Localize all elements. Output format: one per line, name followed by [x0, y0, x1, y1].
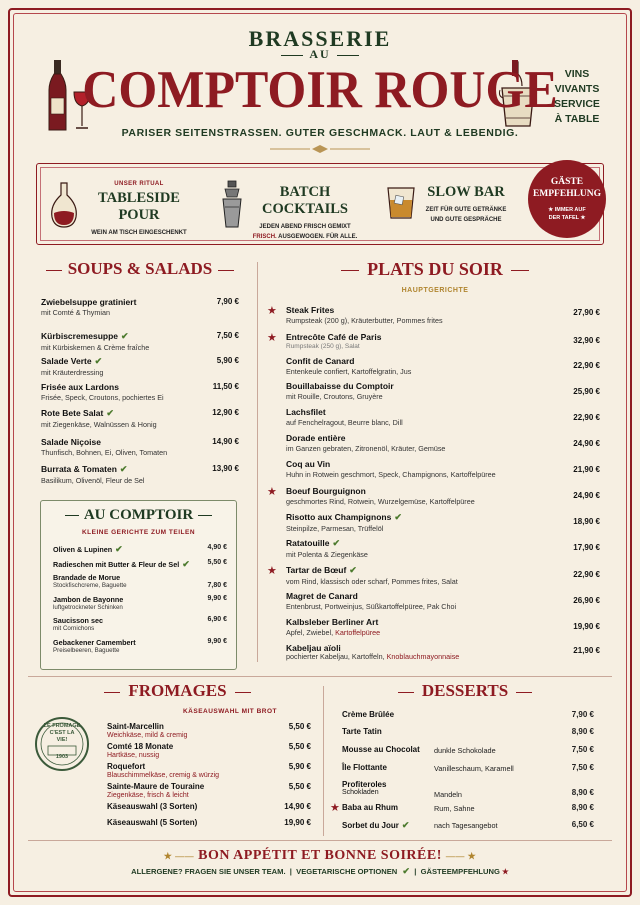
item-name: Bouillabaisse du Comptoir [286, 381, 394, 391]
main-item [286, 407, 600, 427]
comptoir-item [53, 595, 227, 611]
item-name: Steak Frites [286, 305, 335, 315]
soup-item [41, 464, 239, 485]
vegetarian-leaf-icon: ✔ [115, 544, 123, 554]
comptoir-heading [40, 507, 237, 524]
item-desc: mit Ziegenkäse, Walnüssen & Honig [41, 420, 157, 429]
feature-cocktails-sub1: JEDEN ABEND FRISCH GEMIXT [259, 224, 351, 230]
footer-greeting [0, 848, 640, 864]
vegetarian-leaf-icon: ✔ [182, 559, 190, 569]
badge-line: ★ IMMER AUF [548, 207, 586, 213]
item-desc: Rumpsteak (250 g), Salat [286, 343, 360, 350]
item-price: 9,90 € [207, 638, 227, 645]
item-desc-row [286, 652, 600, 661]
vegetarian-leaf-icon: ✔ [394, 512, 402, 522]
item-name: Confit de Canard [286, 356, 355, 366]
comptoir-item [53, 559, 227, 570]
item-price: 22,90 € [573, 570, 600, 579]
heading-rule [398, 692, 414, 693]
item-name: Saint-Marcellin [107, 722, 164, 731]
footer-greeting-text: BON APPÉTIT ET BONNE SOIRÉE! [198, 848, 442, 863]
vegetarian-leaf-icon: ✔ [349, 565, 357, 575]
side-note [549, 67, 605, 127]
whisky-glass-icon [386, 186, 416, 220]
stamp-line: C'EST LA [49, 730, 75, 736]
main-item [286, 512, 600, 533]
item-price: 13,90 € [212, 464, 239, 473]
item-name: Île Flottante [342, 763, 387, 772]
soup-item [41, 382, 239, 402]
feature-slowbar-title: SLOW BAR [427, 184, 505, 200]
item-name: Profiteroles [342, 780, 387, 789]
item-price: 7,50 € [571, 745, 594, 754]
item-price: 5,50 € [207, 559, 227, 566]
item-name-row [286, 565, 600, 576]
item-name-row [286, 538, 600, 549]
item-desc: Mandeln [434, 790, 462, 799]
item-price: 12,90 € [212, 408, 239, 417]
item-name: Baba au Rhum [342, 803, 399, 812]
dessert-item [342, 780, 594, 799]
recommendation-star-icon: ★ [502, 867, 509, 876]
column-divider [323, 686, 324, 836]
item-name: Boeuf Bourguignon [286, 486, 366, 496]
vegetarian-leaf-icon: ✔ [402, 866, 410, 876]
restaurant-title: COMPTOIR ROUGE [82, 59, 558, 119]
vegetarian-leaf-icon: ✔ [401, 820, 410, 830]
item-name: Rote Bete Salat [41, 408, 104, 418]
plats-subtitle: HAUPTGERICHTE [401, 287, 469, 294]
item-desc: Weichkäse, mild & cremig [107, 732, 188, 739]
item-price: 7,50 € [571, 763, 594, 772]
item-desc: Frisée, Speck, Croutons, pochiertes Ei [41, 393, 164, 402]
item-desc: mit Comté & Thymian [41, 308, 110, 317]
main-item [286, 486, 600, 506]
comptoir-item [53, 573, 227, 589]
vegetarian-leaf-icon: ✔ [106, 408, 114, 418]
item-name-row [41, 464, 239, 475]
item-name: Magret de Canard [286, 591, 358, 601]
soup-item [41, 356, 239, 377]
item-name: Coq au Vin [286, 459, 331, 469]
ornament-divider-icon [270, 145, 370, 153]
comptoir-item [53, 616, 227, 632]
cheese-item [107, 722, 311, 739]
item-price: 8,90 € [571, 803, 594, 812]
footer-star-icon: —— ★ [445, 851, 477, 861]
feature-slowbar-sub2: UND GUTE GESPRÄCHE [430, 217, 502, 223]
item-name-cont: Schokladen [342, 789, 379, 796]
item-name: Jambon de Bayonne [53, 595, 124, 604]
main-item [286, 459, 600, 479]
item-name: Käseauswahl (5 Sorten) [107, 818, 198, 827]
item-name: Kabeljau aïoli [286, 643, 341, 653]
heading-rule [516, 692, 532, 693]
item-name: Salade Niçoise [41, 437, 102, 447]
dessert-item [342, 710, 594, 719]
plats-title: PLATS DU SOIR [367, 259, 503, 279]
column-divider [257, 262, 258, 662]
recommendation-star-icon: ★ [267, 332, 277, 344]
item-price: 24,90 € [573, 439, 600, 448]
feature-cocktails-title: BATCH COCKTAILS [262, 184, 348, 217]
recommendation-star-icon: ★ [267, 305, 277, 317]
footer-notes [0, 866, 640, 877]
item-name: Brandade de Morue [53, 573, 121, 582]
comptoir-item [53, 544, 227, 555]
item-desc: im Ganzen gebraten, Zitronenöl, Kräuter, Gemüse [286, 444, 446, 453]
recommendation-star-icon: ★ [330, 802, 340, 814]
item-price: 6,90 € [207, 616, 227, 623]
item-desc: Rum, Sahne [434, 804, 475, 813]
badge-line: GÄSTE [550, 177, 584, 187]
feature-ritual-kicker: UNSER RITUAL [114, 181, 164, 187]
item-price: 11,50 € [212, 382, 239, 391]
footer-recommendation-note: GÄSTEEMPFEHLUNG [420, 867, 500, 876]
item-desc: luftgetrockneter Schinken [53, 604, 123, 611]
heading-rule [198, 515, 212, 516]
item-name: Lachsfilet [286, 407, 326, 417]
item-name: Ratatouille [286, 538, 330, 548]
heading-rule [65, 515, 79, 516]
badge-line: DER TAFEL ★ [548, 215, 586, 221]
item-desc: Rumpsteak (200 g), Kräuterbutter, Pommes frites [286, 316, 443, 325]
desserts-title: DESSERTS [421, 681, 509, 700]
item-price: 5,50 € [288, 722, 311, 731]
item-desc: Blauschimmelkäse, cremig & würzig [107, 772, 220, 779]
heading-rule [218, 270, 234, 271]
fromages-subtitle: KÄSEAUSWAHL MIT BROT [182, 708, 278, 715]
item-price: 7,80 € [207, 582, 227, 589]
cheese-item [107, 762, 311, 779]
item-name: Salade Verte [41, 356, 92, 366]
comptoir-title: AU COMPTOIR [83, 507, 194, 523]
item-price: 7,90 € [571, 710, 594, 719]
main-item [286, 381, 600, 401]
au-label: AU [0, 47, 640, 62]
footer-veg-note: VEGETARISCHE OPTIONEN [296, 867, 398, 876]
item-price: 22,90 € [573, 413, 600, 422]
badge-title [528, 176, 606, 200]
stamp-line: VIE! [56, 737, 68, 743]
footer-star-icon: ★ —— [163, 851, 195, 861]
soup-item [41, 297, 239, 317]
item-name: Entrecôte Café de Paris [286, 332, 382, 342]
feature-cocktails-sub2-accent: FRISCH. [252, 234, 277, 240]
soups-heading [40, 259, 240, 279]
row-divider [28, 676, 612, 677]
feature-cocktails-sub2 [246, 232, 364, 242]
item-price: 8,90 € [571, 788, 594, 797]
item-price: 9,90 € [207, 595, 227, 602]
item-desc: Vanilleschaum, Karamell [434, 764, 514, 773]
item-desc: Huhn in Rotwein geschmort, Speck, Champignons, Kartoffelpüree [286, 470, 496, 479]
item-price: 5,90 € [288, 762, 311, 771]
item-price: 6,50 € [571, 820, 594, 829]
item-desc: mit Rouille, Croutons, Gruyère [286, 392, 383, 401]
badge-line: EMPFEHLUNG [532, 189, 602, 199]
soup-item [41, 437, 239, 457]
item-price: 24,90 € [573, 491, 600, 500]
item-desc: mit Kräuterdressing [41, 368, 104, 377]
comptoir-subtitle: KLEINE GERICHTE ZUM TEILEN [81, 529, 196, 536]
item-name: Kürbiscremesuppe [41, 331, 118, 341]
plats-heading [270, 259, 600, 280]
main-item [286, 433, 600, 453]
carafe-icon [48, 181, 80, 229]
item-name: Käseauswahl (3 Sorten) [107, 802, 198, 811]
item-name: Roquefort [107, 762, 146, 771]
item-desc: Basilikum, Olivenöl, Fleur de Sel [41, 476, 145, 485]
feature-slowbar [418, 184, 514, 225]
item-desc: Thunfisch, Bohnen, Ei, Oliven, Tomaten [41, 448, 168, 457]
item-price: 25,90 € [573, 387, 600, 396]
badge-sub [528, 206, 606, 222]
footer-separator: | [412, 867, 419, 876]
cheese-item [107, 782, 311, 799]
recommendation-star-icon: ★ [267, 486, 277, 498]
item-price: 21,90 € [573, 646, 600, 655]
heading-rule [104, 692, 120, 693]
item-name-row [286, 512, 600, 523]
item-price: 8,90 € [571, 727, 594, 736]
item-price: 18,90 € [573, 517, 600, 526]
item-name-row [41, 331, 239, 342]
item-desc: vom Rind, klassisch oder scharf, Pommes frites, Salat [286, 577, 458, 586]
item-price: 27,90 € [573, 308, 600, 317]
item-price: 5,50 € [288, 742, 311, 751]
item-name: Radieschen mit Butter & Fleur de Sel [53, 560, 180, 569]
item-price: 21,90 € [573, 465, 600, 474]
dessert-item [342, 803, 594, 812]
item-name: Dorade entière [286, 433, 346, 443]
item-desc: nach Tagesangebot [434, 821, 498, 830]
side-note-line: SERVICE [554, 98, 600, 110]
fromages-heading [40, 681, 315, 701]
main-item [286, 356, 600, 376]
item-name: Crème Brûlée [342, 710, 395, 719]
vegetarian-leaf-icon: ✔ [332, 538, 340, 548]
main-item [286, 565, 600, 586]
item-desc: Preiselbeeren, Baguette [53, 647, 120, 654]
item-price: 22,90 € [573, 361, 600, 370]
item-name: Tartar de Bœuf [286, 565, 347, 575]
feature-ritual-title: TABLESIDE POUR [98, 190, 180, 223]
footer-divider [28, 840, 612, 841]
stamp-line: LE FROMAGE [43, 723, 81, 729]
item-price: 17,90 € [573, 543, 600, 552]
heading-rule [341, 270, 359, 271]
dessert-item [342, 745, 594, 754]
item-name-row [53, 544, 227, 555]
soup-item [41, 408, 239, 429]
item-desc-accent: Kartoffelpüree [335, 628, 381, 637]
side-note-line: VIVANTS [554, 83, 600, 95]
item-desc: mit Kürbiskernen & Crème fraîche [41, 343, 150, 352]
item-price: 26,90 € [573, 596, 600, 605]
soup-item [41, 331, 239, 352]
heading-rule [511, 270, 529, 271]
heading-rule [46, 270, 62, 271]
stamp-line: 1903 [55, 754, 69, 760]
item-desc: pochierter Kabeljau, Kartoffeln, [286, 652, 387, 661]
feature-slowbar-sub1: ZEIT FÜR GUTE GETRÄNKE [425, 207, 507, 213]
desserts-heading [330, 681, 600, 701]
main-item [286, 591, 600, 611]
item-name-row [41, 408, 239, 419]
feature-cocktails [246, 184, 364, 242]
item-name-row [41, 356, 239, 367]
item-desc: auf Fenchelragout, Beurre blanc, Dill [286, 418, 403, 427]
item-price: 7,50 € [216, 331, 239, 340]
item-desc-row [286, 628, 600, 637]
item-name: Comté 18 Monate [107, 742, 174, 751]
item-desc: Hartkäse, nussig [107, 752, 160, 759]
item-desc: Steinpilze, Parmesan, Trüffelöl [286, 524, 384, 533]
cheese-item [107, 742, 311, 759]
item-name: Mousse au Chocolat [342, 745, 420, 754]
item-desc: mit Cornichons [53, 625, 95, 632]
side-note-line: À TABLE [554, 113, 600, 125]
item-name: Sorbet du Jour [342, 821, 399, 830]
vegetarian-leaf-icon: ✔ [121, 331, 129, 341]
item-name: Oliven & Lupinen [53, 545, 113, 554]
comptoir-item [53, 638, 227, 654]
main-item [286, 643, 600, 661]
soups-title: SOUPS & SALADS [67, 259, 213, 278]
item-name: Burrata & Tomaten [41, 464, 117, 474]
item-desc: mit Polenta & Ziegenkäse [286, 550, 368, 559]
item-price: 19,90 € [284, 818, 311, 827]
main-item [286, 617, 600, 637]
item-desc: Entenkeule confiert, Kartoffelgratin, Jus [286, 367, 412, 376]
feature-cocktails-sub2-rest: AUSGEWOGEN. FÜR ALLE. [276, 234, 358, 240]
cheese-item [107, 818, 311, 827]
side-note-line: VINS [564, 68, 590, 80]
vegetarian-leaf-icon: ✔ [94, 356, 103, 366]
item-desc: Apfel, Zwiebel, [286, 628, 336, 637]
item-desc-accent: Knoblauchmayonnaise [386, 652, 460, 661]
item-desc: Stockfischcreme, Baguette [53, 582, 127, 589]
dessert-item [342, 727, 594, 736]
item-name: Gebackener Camembert [53, 638, 136, 647]
heading-rule [235, 692, 251, 693]
feature-ritual-sub: WEIN AM TISCH EINGESCHENKT [91, 230, 187, 236]
item-name: Sainte-Maure de Touraine [107, 782, 205, 791]
item-price: 14,90 € [284, 802, 311, 811]
brasserie-label: BRASSERIE [248, 26, 392, 51]
item-price: 7,90 € [216, 297, 239, 306]
footer-separator: | [287, 867, 295, 876]
item-desc: geschmortes Rind, Rotwein, Wurzelgemüse, Kartoffelpüree [286, 497, 475, 506]
cocktail-shaker-icon [218, 179, 246, 229]
item-desc: Entenbrust, Portweinjus, Süßkartoffelpüree, Pak Choi [286, 602, 457, 611]
item-name: Kalbsleber Berliner Art [286, 617, 379, 627]
footer-allergen-note: ALLERGENE? FRAGEN SIE UNSER TEAM. [131, 867, 286, 876]
item-price: 5,50 € [288, 782, 311, 791]
main-item [286, 332, 600, 350]
stamp-text [34, 723, 90, 761]
guest-recommendation-badge [528, 160, 606, 238]
main-item [286, 538, 600, 559]
dessert-item [342, 763, 594, 772]
item-desc: Ziegenkäse, frisch & leicht [107, 792, 189, 799]
item-name: Saucisson sec [53, 616, 103, 625]
feature-ritual [84, 181, 194, 238]
item-name: Zwiebelsuppe gratiniert [41, 297, 137, 307]
item-name: Tarte Tatin [342, 727, 382, 736]
cheese-item [107, 802, 311, 811]
recommendation-star-icon: ★ [267, 565, 277, 577]
dessert-item [342, 820, 594, 831]
tagline: PARISER SEITENSTRASSEN. GUTER GESCHMACK. LAUT & LEBENDIG. [121, 127, 519, 139]
item-price: 19,90 € [573, 622, 600, 631]
main-item [286, 305, 600, 325]
vegetarian-leaf-icon: ✔ [119, 464, 128, 474]
item-price: 32,90 € [573, 336, 600, 345]
item-name: Risotto aux Champignons [286, 512, 392, 522]
item-price: 4,90 € [207, 544, 227, 551]
item-name-row [53, 559, 227, 570]
item-price: 5,90 € [216, 356, 239, 365]
item-price: 14,90 € [212, 437, 239, 446]
fromages-title: FROMAGES [128, 681, 227, 700]
item-desc: dunkle Schokolade [434, 746, 496, 755]
item-name: Frisée aux Lardons [41, 382, 119, 392]
